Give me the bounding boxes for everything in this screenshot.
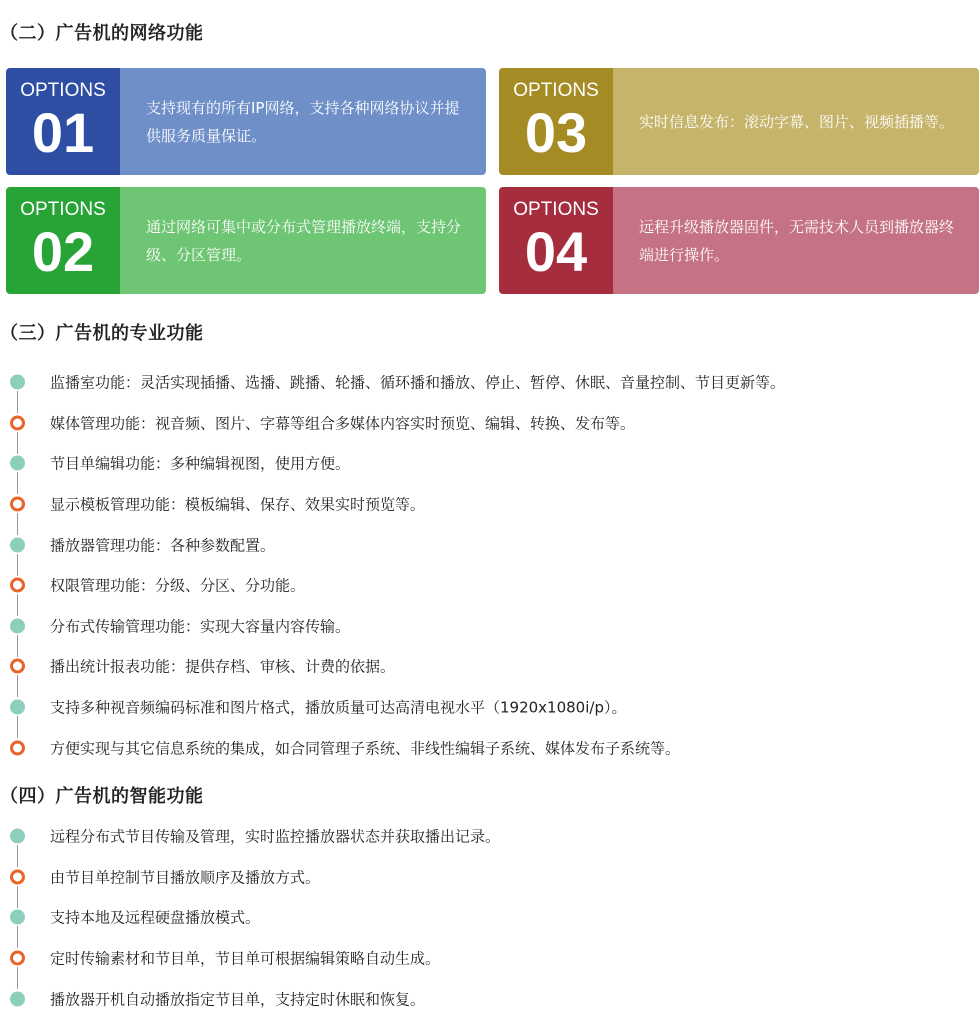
- bullet-ring-icon: [10, 497, 25, 512]
- option-card-02: [6, 187, 486, 294]
- list-item-text: 媒体管理功能：视音频、图片、字幕等组合多媒体内容实时预览、编辑、转换、发布等。: [50, 414, 636, 433]
- bullet-dot-icon: [10, 700, 25, 715]
- list-item-text: 分布式传输管理功能：实现大容量内容传输。: [50, 617, 351, 636]
- option-badge: [6, 68, 120, 175]
- option-label: OPTIONS: [20, 79, 106, 101]
- professional-feature-list: [0, 362, 980, 768]
- list-item-text: 监播室功能：灵活实现插播、选播、跳播、轮播、循环播和播放、停止、暂停、休眠、音量控制、节目更新等。: [50, 373, 786, 392]
- list-item: [0, 443, 980, 484]
- option-badge: [6, 187, 120, 294]
- list-item-text: 支持本地及远程硬盘播放模式。: [50, 908, 261, 927]
- bullet-dot-icon: [10, 537, 25, 552]
- list-item: [0, 524, 980, 565]
- list-item-text: 由节目单控制节目播放顺序及播放方式。: [50, 868, 321, 887]
- option-badge: [499, 187, 613, 294]
- section-title-smart: （四）广告机的智能功能: [0, 786, 204, 807]
- list-item: [0, 484, 980, 525]
- list-item-text: 播出统计报表功能：提供存档、审核、计费的依据。: [50, 657, 396, 676]
- option-label: OPTIONS: [513, 79, 599, 101]
- list-item: [0, 687, 980, 728]
- option-text: 远程升级播放器固件，无需技术人员到播放器终端进行操作。: [613, 187, 979, 294]
- option-text: 实时信息发布：滚动字幕、图片、视频插播等。: [613, 68, 979, 175]
- list-item: [0, 362, 980, 403]
- option-number: 02: [31, 219, 95, 283]
- option-number: 03: [524, 100, 588, 164]
- bullet-dot-icon: [10, 991, 25, 1006]
- list-item-text: 定时传输素材和节目单，节目单可根据编辑策略自动生成。: [50, 949, 441, 968]
- bullet-ring-icon: [10, 415, 25, 430]
- bullet-ring-icon: [10, 740, 25, 755]
- list-item: [0, 646, 980, 687]
- option-card-04: [499, 187, 979, 294]
- list-item: [0, 897, 980, 938]
- list-item-text: 播放器管理功能：各种参数配置。: [50, 536, 276, 555]
- list-item: [0, 565, 980, 606]
- list-item: [0, 727, 980, 768]
- bullet-dot-icon: [10, 618, 25, 633]
- list-item-text: 节目单编辑功能：多种编辑视图，使用方便。: [50, 454, 351, 473]
- list-item: [0, 857, 980, 898]
- bullet-ring-icon: [10, 869, 25, 884]
- option-card-01: [6, 68, 486, 175]
- option-label: OPTIONS: [513, 198, 599, 220]
- bullet-dot-icon: [10, 375, 25, 390]
- bullet-dot-icon: [10, 456, 25, 471]
- section-title-professional: （三）广告机的专业功能: [0, 323, 204, 344]
- bullet-dot-icon: [10, 829, 25, 844]
- option-card-03: [499, 68, 979, 175]
- option-number: 04: [524, 219, 588, 283]
- bullet-ring-icon: [10, 951, 25, 966]
- list-item-text: 方便实现与其它信息系统的集成，如合同管理子系统、非线性编辑子系统、媒体发布子系统等。: [50, 739, 681, 758]
- section-title-network: （二）广告机的网络功能: [0, 23, 204, 44]
- list-item: [0, 606, 980, 647]
- bullet-dot-icon: [10, 910, 25, 925]
- list-item-text: 显示模板管理功能：模板编辑、保存、效果实时预览等。: [50, 495, 426, 514]
- bullet-ring-icon: [10, 659, 25, 674]
- list-item: [0, 816, 980, 857]
- list-item-text: 远程分布式节目传输及管理，实时监控播放器状态并获取播出记录。: [50, 827, 501, 846]
- option-number: 01: [31, 100, 95, 164]
- list-item: [0, 938, 980, 979]
- option-text: 支持现有的所有IP网络，支持各种网络协议并提供服务质量保证。: [120, 68, 486, 175]
- list-item-text: 支持多种视音频编码标准和图片格式，播放质量可达高清电视水平（1920x1080i/p）。: [50, 698, 627, 717]
- option-badge: [499, 68, 613, 175]
- list-item-text: 播放器开机自动播放指定节目单，支持定时休眠和恢复。: [50, 990, 426, 1009]
- list-item: [0, 978, 980, 1019]
- list-item: [0, 403, 980, 444]
- bullet-ring-icon: [10, 578, 25, 593]
- option-text: 通过网络可集中或分布式管理播放终端，支持分级、分区管理。: [120, 187, 486, 294]
- option-label: OPTIONS: [20, 198, 106, 220]
- list-item-text: 权限管理功能：分级、分区、分功能。: [50, 576, 306, 595]
- smart-feature-list: [0, 816, 980, 1019]
